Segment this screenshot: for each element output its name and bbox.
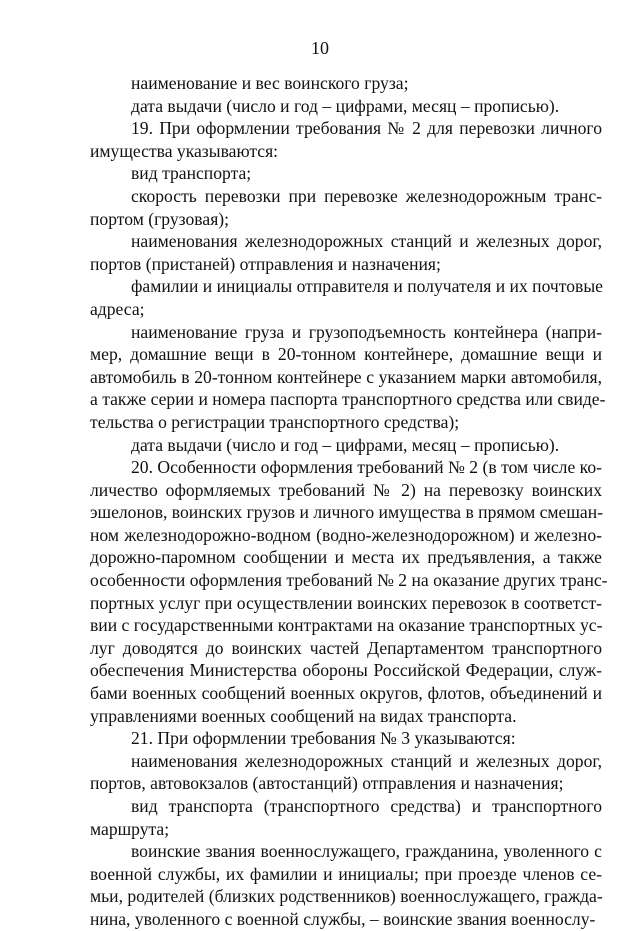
text-line: особенности оформления требований № 2 на оказание других транс-	[90, 570, 608, 591]
text-line: эшелонов, воинских грузов и личного имущества в прямом смешан-	[90, 502, 603, 523]
text-line: 20. Особенности оформления требований № 2 (в том числе ко-	[131, 457, 602, 478]
text-line: а также серии и номера паспорта транспортного средства или свиде-	[90, 389, 606, 410]
text-line: нина, уволенного с военной службы, – воинские звания военнослу-	[90, 908, 596, 929]
text-line: портом (грузовая);	[90, 208, 230, 229]
paragraph	[90, 727, 602, 750]
text-line: наименования железнодорожных станций и железных дорог,	[131, 750, 602, 771]
paragraph	[90, 72, 602, 95]
text-line: мер, домашние вещи в 20-тонном контейнере, домашние вещи и	[90, 344, 602, 365]
text-line: дата выдачи (число и год – цифрами, месяц – прописью).	[131, 434, 560, 455]
paragraph	[90, 456, 608, 727]
text-line: 21. При оформлении требования № 3 указываются:	[131, 728, 516, 749]
text-line: дата выдачи (число и год – цифрами, месяц – прописью).	[131, 95, 560, 116]
text-line: тельства о регистрации транспортного средства);	[90, 411, 460, 432]
document-body	[90, 72, 608, 931]
paragraph	[90, 275, 602, 320]
page-number: 10	[311, 38, 329, 58]
text-line: наименование и вес воинского груза;	[131, 73, 409, 93]
paragraph	[90, 162, 602, 185]
text-line: портов (пристаней) отправления и назначения;	[90, 253, 441, 274]
text-line: фамилии и инициалы отправителя и получателя и их почтовые	[131, 276, 603, 297]
paragraph	[90, 840, 602, 930]
text-line: луг доводятся до воинских частей Департаментом транспортного	[90, 637, 602, 658]
text-line: портных услуг при осуществлении воинских перевозок в соответст-	[90, 592, 602, 613]
paragraph	[90, 434, 602, 457]
paragraph	[90, 185, 602, 230]
text-line: дорожно-паромном сообщении и места их предъявления, а также	[90, 547, 602, 568]
text-line: бами военных сообщений военных округов, флотов, объединений и	[90, 683, 602, 704]
text-line: ном железнодорожно-водном (водно-железнодорожном) и железно-	[90, 524, 602, 545]
text-line: личество оформляемых требований № 2) на перевозку воинских	[90, 479, 602, 500]
text-line: вид транспорта (транспортного средства) и транспортного	[131, 796, 602, 816]
text-line: скорость перевозки при перевозке железнодорожным транс-	[131, 185, 602, 206]
paragraph	[90, 117, 602, 162]
text-line: наименование груза и грузоподъемность контейнера (напри-	[131, 321, 602, 342]
paragraph	[90, 321, 606, 434]
text-line: 19. При оформлении требования № 2 для перевозки личного	[131, 118, 602, 139]
text-line: вид транспорта;	[131, 163, 252, 184]
paragraph	[90, 95, 602, 118]
text-line: имущества указываются:	[90, 140, 279, 161]
paragraph	[90, 795, 602, 840]
text-line: адреса;	[90, 298, 145, 319]
text-line: управлениями военных сообщений на видах транспорта.	[90, 705, 517, 726]
text-line: наименования железнодорожных станций и железных дорог,	[131, 231, 602, 252]
text-line: маршрута;	[90, 818, 170, 839]
text-line: портов, автовокзалов (автостанций) отправления и назначения;	[90, 773, 564, 794]
text-line: воинские звания военнослужащего, гражданина, уволенного с	[131, 841, 602, 862]
text-line: мьи, родителей (близких родственников) военнослужащего, гражда-	[90, 886, 603, 907]
text-line: обеспечения Министерства обороны Российской Федерации, служ-	[90, 660, 602, 681]
paragraph	[90, 230, 602, 275]
text-line: автомобиль в 20-тонном контейнере с указанием марки автомобиля,	[90, 366, 602, 387]
text-line: вии с государственными контрактами на оказание транспортных ус-	[90, 615, 603, 636]
text-line: военной службы, их фамилии и инициалы; при проезде членов се-	[90, 863, 602, 884]
paragraph	[90, 750, 602, 795]
